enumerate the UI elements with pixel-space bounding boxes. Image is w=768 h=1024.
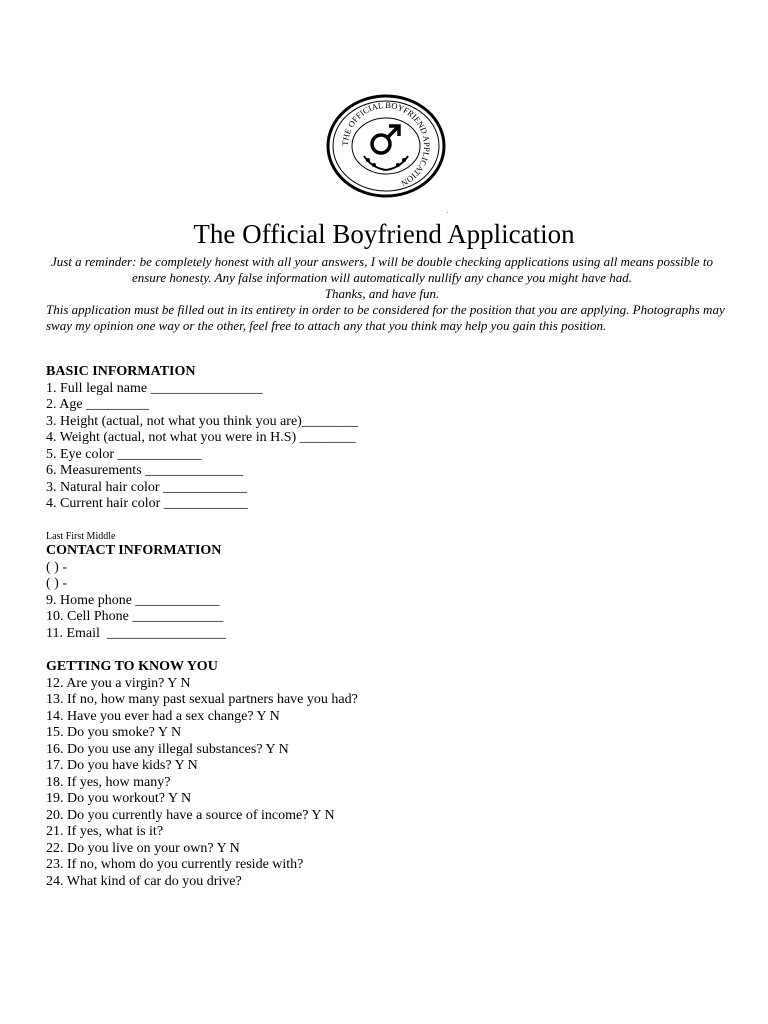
form-line: 3. Natural hair color ____________ xyxy=(46,479,248,495)
question-line: 16. Do you use any illegal substances? Y N xyxy=(46,741,289,757)
question-line: 21. If yes, what is it? xyxy=(46,824,164,839)
section-heading: BASIC INFORMATION xyxy=(46,364,196,379)
getting-to-know-you-section xyxy=(46,659,726,890)
thanks-line: Thanks, and have fun. xyxy=(324,286,440,301)
question-line: 17. Do you have kids? Y N xyxy=(46,758,198,773)
section-heading: CONTACT INFORMATION xyxy=(46,543,222,558)
form-line: 10. Cell Phone _____________ xyxy=(46,609,224,624)
basic-information-section xyxy=(46,364,726,513)
form-line: 9. Home phone ____________ xyxy=(46,592,220,608)
question-line: 24. What kind of car do you drive? xyxy=(46,873,242,889)
form-line: ( ) - xyxy=(46,559,67,575)
question-line: 15. Do you smoke? Y N xyxy=(46,725,182,740)
question-line: 20. Do you currently have a source of income? Y N xyxy=(46,807,335,823)
form-line: 3. Height (actual, not what you think you are)________ xyxy=(46,413,358,429)
name-field-hint: Last First Middle xyxy=(46,531,116,542)
seal-text: THE OFFICIAL BOYFRIEND APPLICATION xyxy=(339,99,433,189)
form-line: 2. Age _________ xyxy=(46,397,150,412)
reminder-text xyxy=(46,254,718,302)
intro-paragraph: This application must be filled out in its entirety in order to be considered for the position that you are applying. Photographs may sway my opinion one way or the other, feel free to attach any that you think may help you gain this position. xyxy=(46,302,725,333)
reminder-paragraph: Just a reminder: be completely honest with all your answers, I will be double checking applications using all means possible to ensure honesty. Any false information will automatically nullify any chance you might have had. xyxy=(50,254,714,285)
question-line: 18. If yes, how many? xyxy=(46,774,171,790)
svg-text:THE OFFICIAL BOYFRIEND APPLICA xyxy=(340,100,432,188)
seal-logo xyxy=(326,94,446,198)
question-line: 19. Do you workout? Y N xyxy=(46,791,192,806)
question-line: 12. Are you a virgin? Y N xyxy=(46,675,191,691)
form-line: 6. Measurements ______________ xyxy=(46,463,244,478)
form-line: 1. Full legal name ________________ xyxy=(46,380,263,396)
document-title: The Official Boyfriend Application xyxy=(193,219,575,249)
form-line: 5. Eye color ____________ xyxy=(46,446,202,462)
section-heading: GETTING TO KNOW YOU xyxy=(46,659,218,674)
stray-mark: . xyxy=(447,209,449,215)
form-line: ( ) - xyxy=(46,576,67,591)
form-line: 4. Current hair color ____________ xyxy=(46,496,248,511)
question-line: 22. Do you live on your own? Y N xyxy=(46,840,240,856)
contact-information-section xyxy=(46,543,726,642)
form-line: 11. Email _________________ xyxy=(46,625,226,641)
question-line: 23. If no, whom do you currently reside with? xyxy=(46,857,304,872)
form-line: 4. Weight (actual, not what you were in H.S) ________ xyxy=(46,430,356,445)
question-line: 14. Have you ever had a sex change? Y N xyxy=(46,708,280,724)
question-line: 13. If no, how many past sexual partners have you had? xyxy=(46,692,358,707)
